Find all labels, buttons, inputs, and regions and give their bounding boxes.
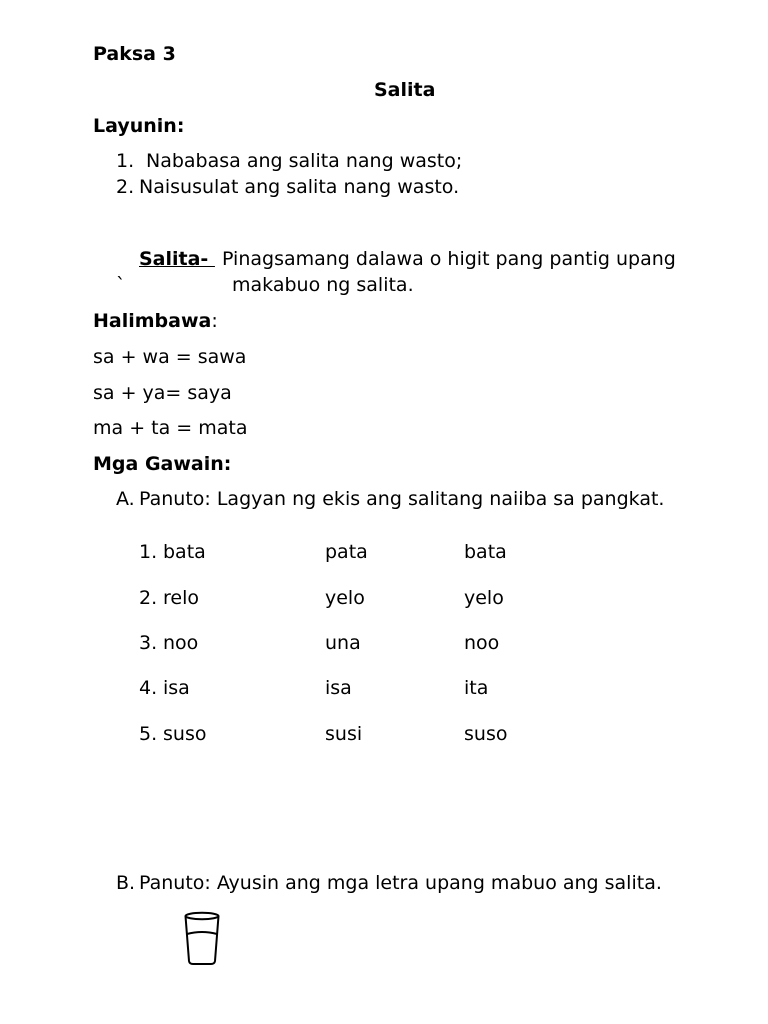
word-option[interactable]: relo bbox=[163, 587, 199, 609]
word-option[interactable]: una bbox=[325, 632, 361, 654]
glass-icon bbox=[182, 910, 222, 973]
part-b-instruction: Panuto: Ayusin ang mga letra upang mabuo ang salita. bbox=[139, 872, 662, 894]
part-b-letter: B. bbox=[116, 872, 136, 894]
topic-label: Paksa 3 bbox=[93, 43, 176, 65]
examples-heading-colon: : bbox=[211, 310, 218, 332]
row-number: 3. bbox=[139, 632, 158, 654]
objective-text: Naisusulat ang salita nang wasto. bbox=[139, 176, 460, 198]
definition-term: Salita- bbox=[139, 248, 215, 270]
word-option[interactable]: suso bbox=[163, 723, 207, 745]
activities-heading: Mga Gawain: bbox=[93, 453, 232, 475]
examples-heading bbox=[93, 312, 218, 331]
definition-line-2: makabuo ng salita. bbox=[232, 274, 414, 296]
objective-number: 2. bbox=[116, 176, 135, 198]
word-option[interactable]: suso bbox=[464, 723, 508, 745]
word-option[interactable]: yelo bbox=[464, 587, 504, 609]
objective-text: Nababasa ang salita nang wasto; bbox=[146, 150, 463, 172]
definition-line-1: Pinagsamang dalawa o higit pang pantig upang bbox=[222, 248, 676, 270]
row-number: 5. bbox=[139, 723, 158, 745]
word-option[interactable]: pata bbox=[325, 541, 368, 563]
part-a-letter: A. bbox=[116, 488, 135, 510]
word-option[interactable]: isa bbox=[163, 677, 190, 699]
row-number: 1. bbox=[139, 541, 158, 563]
objective-number: 1. bbox=[116, 150, 135, 172]
word-option[interactable]: susi bbox=[325, 723, 363, 745]
word-option[interactable]: noo bbox=[163, 632, 199, 654]
word-option[interactable]: isa bbox=[325, 677, 352, 699]
examples-heading-text: Halimbawa bbox=[93, 310, 212, 332]
row-number: 4. bbox=[139, 677, 158, 699]
word-option[interactable]: ita bbox=[464, 677, 489, 699]
word-option[interactable]: yelo bbox=[325, 587, 365, 609]
word-option[interactable]: noo bbox=[464, 632, 500, 654]
stray-mark: ` bbox=[116, 274, 126, 296]
word-option[interactable]: bata bbox=[163, 541, 206, 563]
example-item: ma + ta = mata bbox=[93, 417, 248, 439]
page-title: Salita bbox=[374, 79, 436, 101]
part-a-instruction: Panuto: Lagyan ng ekis ang salitang naiiba sa pangkat. bbox=[139, 488, 665, 510]
example-item: sa + wa = sawa bbox=[93, 346, 247, 368]
word-option[interactable]: bata bbox=[464, 541, 507, 563]
objectives-heading: Layunin: bbox=[93, 115, 185, 137]
example-item: sa + ya= saya bbox=[93, 382, 232, 404]
row-number: 2. bbox=[139, 587, 158, 609]
